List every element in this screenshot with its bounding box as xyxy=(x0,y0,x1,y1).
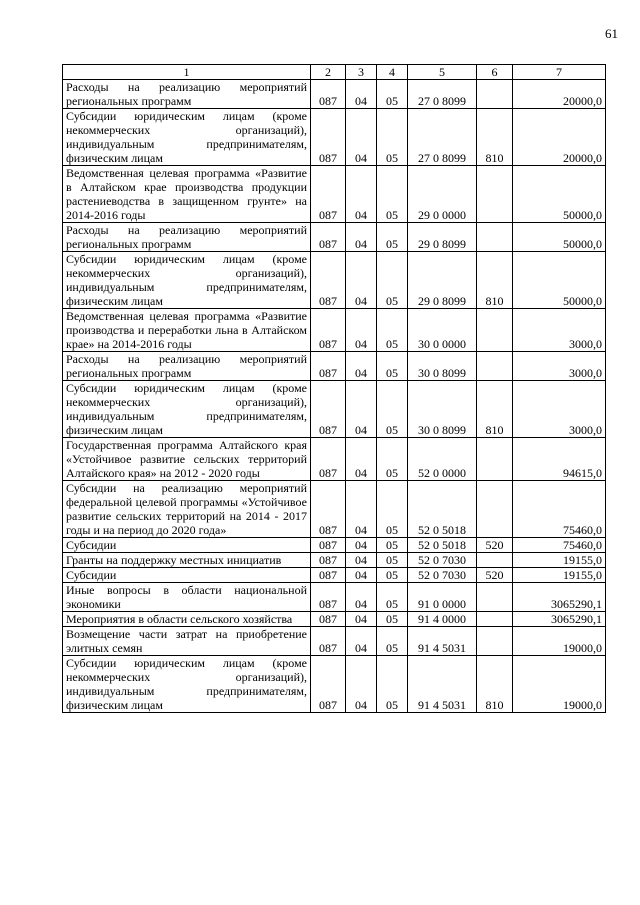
page-number: 61 xyxy=(605,26,618,41)
expense-type-cell: 520 xyxy=(477,568,513,583)
ministry-code-cell: 087 xyxy=(311,538,346,553)
table-row xyxy=(63,438,606,481)
table-row xyxy=(63,80,606,109)
ministry-code-cell: 087 xyxy=(311,583,346,612)
table-row xyxy=(63,252,606,309)
amount-cell: 3065290,1 xyxy=(513,612,606,627)
row-name-cell: Расходы на реализацию мероприятий региональных программ xyxy=(63,352,311,381)
section-cell: 04 xyxy=(346,612,377,627)
section-cell: 04 xyxy=(346,583,377,612)
ministry-code-cell: 087 xyxy=(311,381,346,438)
table-row xyxy=(63,553,606,568)
row-name-cell: Государственная программа Алтайского края «Устойчивое развитие сельских территорий Алтайского края» на 2012 - 2020 годы xyxy=(63,438,311,481)
ministry-code-cell: 087 xyxy=(311,627,346,656)
target-item-cell: 52 0 7030 xyxy=(408,568,477,583)
column-header: 2 xyxy=(311,65,346,80)
section-cell: 04 xyxy=(346,109,377,166)
ministry-code-cell: 087 xyxy=(311,309,346,352)
expense-type-cell: 810 xyxy=(477,252,513,309)
section-cell: 04 xyxy=(346,568,377,583)
ministry-code-cell: 087 xyxy=(311,438,346,481)
subsection-cell: 05 xyxy=(377,352,408,381)
section-cell: 04 xyxy=(346,309,377,352)
target-item-cell: 27 0 8099 xyxy=(408,109,477,166)
amount-cell: 50000,0 xyxy=(513,223,606,252)
expense-type-cell: 810 xyxy=(477,381,513,438)
expense-type-cell xyxy=(477,309,513,352)
target-item-cell: 52 0 5018 xyxy=(408,481,477,538)
row-name-cell: Иные вопросы в области национальной экономики xyxy=(63,583,311,612)
section-cell: 04 xyxy=(346,80,377,109)
column-header: 5 xyxy=(408,65,477,80)
budget-table xyxy=(62,64,606,713)
row-name-cell: Субсидии xyxy=(63,568,311,583)
row-name-cell: Субсидии юридическим лицам (кроме некоммерческих организаций), индивидуальным предпринимателям, физическим лицам xyxy=(63,109,311,166)
amount-cell: 3065290,1 xyxy=(513,583,606,612)
subsection-cell: 05 xyxy=(377,627,408,656)
subsection-cell: 05 xyxy=(377,481,408,538)
ministry-code-cell: 087 xyxy=(311,166,346,223)
section-cell: 04 xyxy=(346,656,377,713)
target-item-cell: 91 4 5031 xyxy=(408,656,477,713)
amount-cell: 20000,0 xyxy=(513,80,606,109)
row-name-cell: Субсидии xyxy=(63,538,311,553)
expense-type-cell xyxy=(477,166,513,223)
expense-type-cell: 520 xyxy=(477,538,513,553)
section-cell: 04 xyxy=(346,553,377,568)
section-cell: 04 xyxy=(346,352,377,381)
subsection-cell: 05 xyxy=(377,109,408,166)
target-item-cell: 52 0 0000 xyxy=(408,438,477,481)
row-name-cell: Мероприятия в области сельского хозяйства xyxy=(63,612,311,627)
target-item-cell: 91 4 5031 xyxy=(408,627,477,656)
target-item-cell: 29 0 0000 xyxy=(408,166,477,223)
subsection-cell: 05 xyxy=(377,568,408,583)
section-cell: 04 xyxy=(346,223,377,252)
table-row xyxy=(63,583,606,612)
target-item-cell: 30 0 0000 xyxy=(408,309,477,352)
subsection-cell: 05 xyxy=(377,309,408,352)
section-cell: 04 xyxy=(346,381,377,438)
subsection-cell: 05 xyxy=(377,656,408,713)
ministry-code-cell: 087 xyxy=(311,656,346,713)
table-header-row xyxy=(63,65,606,80)
subsection-cell: 05 xyxy=(377,553,408,568)
row-name-cell: Субсидии юридическим лицам (кроме некоммерческих организаций), индивидуальным предпринимателям, физическим лицам xyxy=(63,381,311,438)
expense-type-cell xyxy=(477,612,513,627)
amount-cell: 75460,0 xyxy=(513,481,606,538)
ministry-code-cell: 087 xyxy=(311,553,346,568)
column-header: 7 xyxy=(513,65,606,80)
amount-cell: 3000,0 xyxy=(513,352,606,381)
table-row xyxy=(63,481,606,538)
target-item-cell: 91 4 0000 xyxy=(408,612,477,627)
expense-type-cell: 810 xyxy=(477,656,513,713)
row-name-cell: Возмещение части затрат на приобретение элитных семян xyxy=(63,627,311,656)
expense-type-cell xyxy=(477,352,513,381)
table-row xyxy=(63,223,606,252)
section-cell: 04 xyxy=(346,538,377,553)
ministry-code-cell: 087 xyxy=(311,109,346,166)
target-item-cell: 29 0 8099 xyxy=(408,223,477,252)
row-name-cell: Гранты на поддержку местных инициатив xyxy=(63,553,311,568)
target-item-cell: 30 0 8099 xyxy=(408,381,477,438)
section-cell: 04 xyxy=(346,166,377,223)
column-header: 3 xyxy=(346,65,377,80)
subsection-cell: 05 xyxy=(377,538,408,553)
table-row xyxy=(63,309,606,352)
target-item-cell: 29 0 8099 xyxy=(408,252,477,309)
subsection-cell: 05 xyxy=(377,80,408,109)
expense-type-cell xyxy=(477,481,513,538)
target-item-cell: 52 0 7030 xyxy=(408,553,477,568)
section-cell: 04 xyxy=(346,438,377,481)
table-row xyxy=(63,656,606,713)
row-name-cell: Ведомственная целевая программа «Развитие в Алтайском крае производства продукции растениеводства в защищенном грунте» на 2014-2016 годы xyxy=(63,166,311,223)
ministry-code-cell: 087 xyxy=(311,223,346,252)
expense-type-cell xyxy=(477,80,513,109)
row-name-cell: Субсидии на реализацию мероприятий федеральной целевой программы «Устойчивое развитие сельских территорий на 2014 - 2017 годы и на период до 2020 года» xyxy=(63,481,311,538)
subsection-cell: 05 xyxy=(377,252,408,309)
subsection-cell: 05 xyxy=(377,612,408,627)
subsection-cell: 05 xyxy=(377,583,408,612)
amount-cell: 75460,0 xyxy=(513,538,606,553)
expense-type-cell xyxy=(477,553,513,568)
table-row xyxy=(63,627,606,656)
ministry-code-cell: 087 xyxy=(311,352,346,381)
subsection-cell: 05 xyxy=(377,223,408,252)
subsection-cell: 05 xyxy=(377,166,408,223)
amount-cell: 94615,0 xyxy=(513,438,606,481)
subsection-cell: 05 xyxy=(377,438,408,481)
target-item-cell: 91 0 0000 xyxy=(408,583,477,612)
table-row xyxy=(63,538,606,553)
expense-type-cell: 810 xyxy=(477,109,513,166)
table-row xyxy=(63,166,606,223)
row-name-cell: Ведомственная целевая программа «Развитие производства и переработки льна в Алтайском крае» на 2014-2016 годы xyxy=(63,309,311,352)
ministry-code-cell: 087 xyxy=(311,612,346,627)
expense-type-cell xyxy=(477,223,513,252)
target-item-cell: 52 0 5018 xyxy=(408,538,477,553)
row-name-cell: Расходы на реализацию мероприятий региональных программ xyxy=(63,80,311,109)
column-header: 1 xyxy=(63,65,311,80)
row-name-cell: Субсидии юридическим лицам (кроме некоммерческих организаций), индивидуальным предпринимателям, физическим лицам xyxy=(63,656,311,713)
subsection-cell: 05 xyxy=(377,381,408,438)
expense-type-cell xyxy=(477,438,513,481)
row-name-cell: Субсидии юридическим лицам (кроме некоммерческих организаций), индивидуальным предпринимателям, физическим лицам xyxy=(63,252,311,309)
column-header: 4 xyxy=(377,65,408,80)
amount-cell: 20000,0 xyxy=(513,109,606,166)
table-row xyxy=(63,352,606,381)
ministry-code-cell: 087 xyxy=(311,252,346,309)
table-row xyxy=(63,568,606,583)
amount-cell: 19155,0 xyxy=(513,568,606,583)
amount-cell: 3000,0 xyxy=(513,381,606,438)
column-header: 6 xyxy=(477,65,513,80)
table-row xyxy=(63,109,606,166)
amount-cell: 50000,0 xyxy=(513,166,606,223)
amount-cell: 50000,0 xyxy=(513,252,606,309)
amount-cell: 19000,0 xyxy=(513,656,606,713)
ministry-code-cell: 087 xyxy=(311,80,346,109)
section-cell: 04 xyxy=(346,252,377,309)
expense-type-cell xyxy=(477,583,513,612)
ministry-code-cell: 087 xyxy=(311,481,346,538)
table-row xyxy=(63,381,606,438)
amount-cell: 3000,0 xyxy=(513,309,606,352)
section-cell: 04 xyxy=(346,481,377,538)
amount-cell: 19155,0 xyxy=(513,553,606,568)
table-row xyxy=(63,612,606,627)
amount-cell: 19000,0 xyxy=(513,627,606,656)
target-item-cell: 27 0 8099 xyxy=(408,80,477,109)
target-item-cell: 30 0 8099 xyxy=(408,352,477,381)
expense-type-cell xyxy=(477,627,513,656)
ministry-code-cell: 087 xyxy=(311,568,346,583)
section-cell: 04 xyxy=(346,627,377,656)
row-name-cell: Расходы на реализацию мероприятий региональных программ xyxy=(63,223,311,252)
